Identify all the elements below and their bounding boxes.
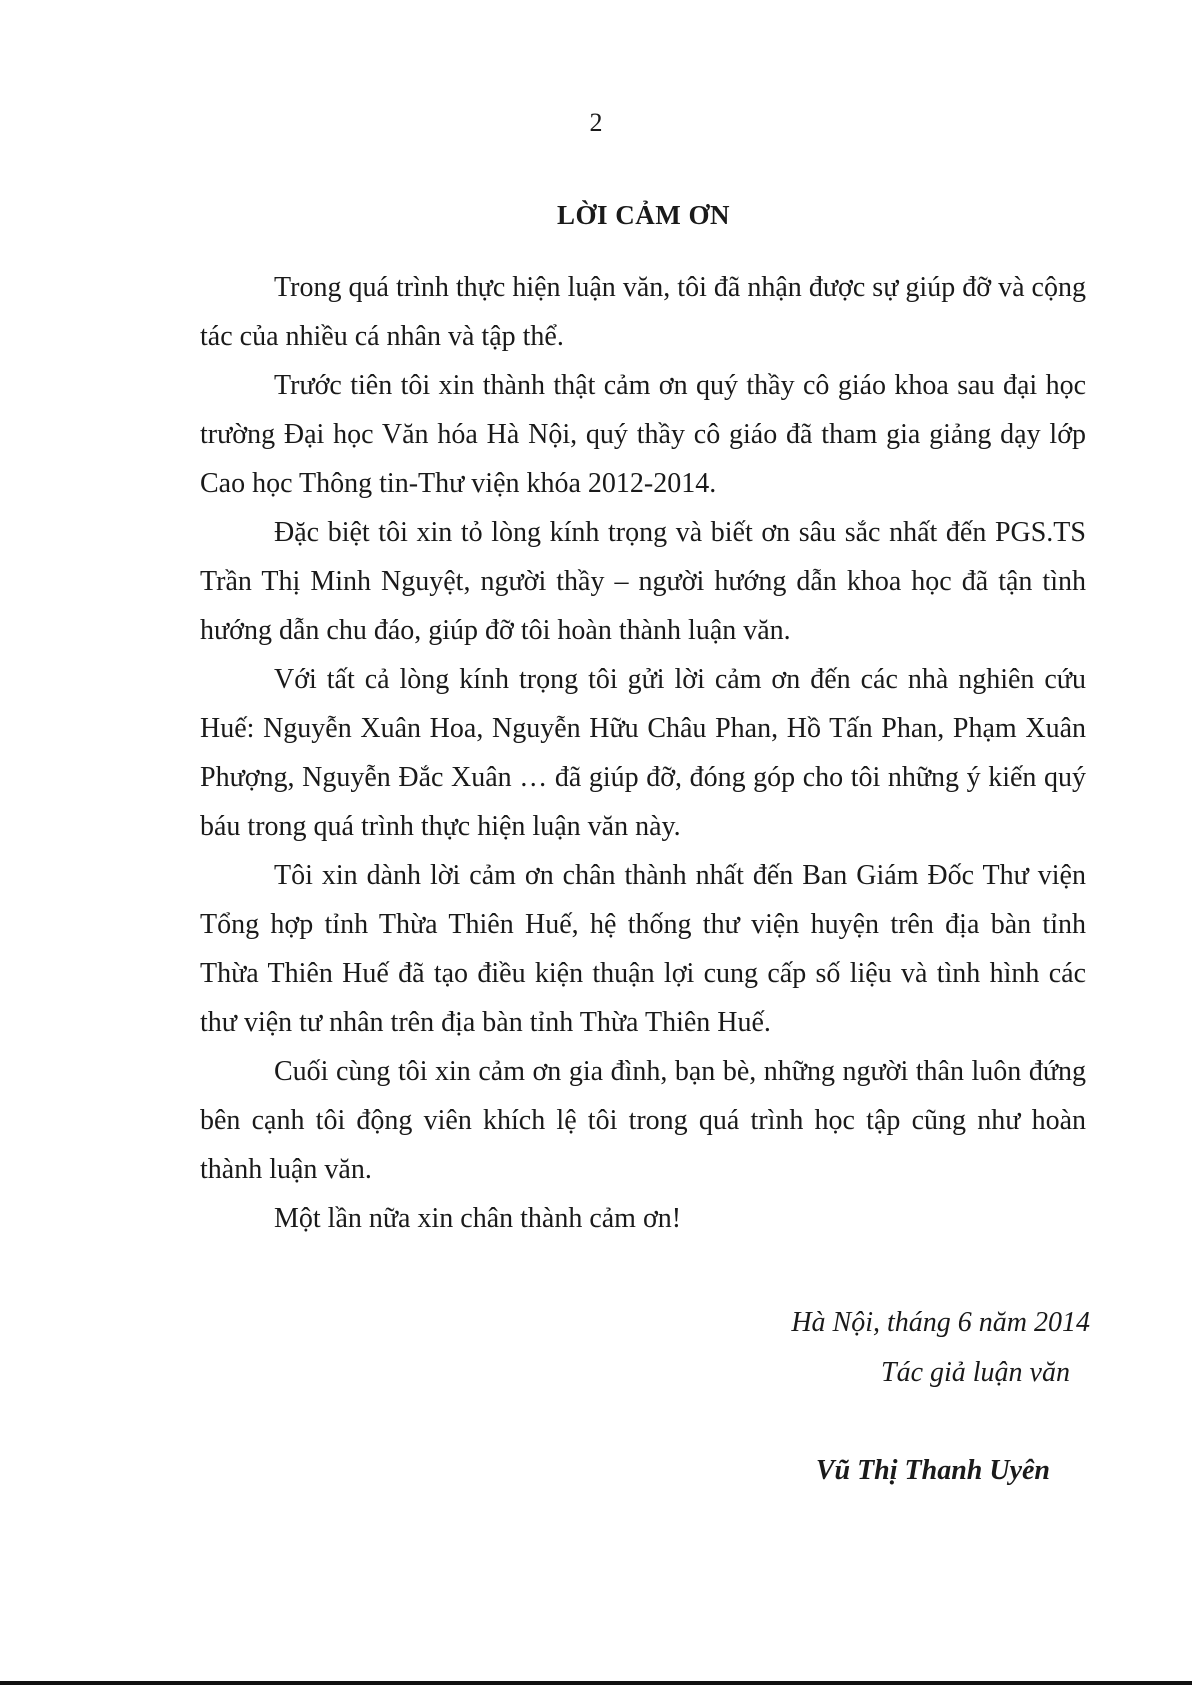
place-and-date: Hà Nội, tháng 6 năm 2014 (791, 1307, 1090, 1338)
acknowledgement-body (200, 263, 1086, 1243)
paragraph-3: Đặc biệt tôi xin tỏ lòng kính trọng và biết ơn sâu sắc nhất đến PGS.TS Trần Thị Minh Nguyệt, người thầy – người hướng dẫn khoa học đã tận tình hướng dẫn chu đáo, giúp đỡ tôi hoàn thành luận văn. (200, 517, 1086, 646)
paragraph-1: Trong quá trình thực hiện luận văn, tôi đã nhận được sự giúp đỡ và cộng tác của nhiều cá nhân và tập thể. (200, 272, 1086, 352)
paragraph-4: Với tất cả lòng kính trọng tôi gửi lời cảm ơn đến các nhà nghiên cứu Huế: Nguyễn Xuân Hoa, Nguyễn Hữu Châu Phan, Hồ Tấn Phan, Phạm Xuân Phượng, Nguyễn Đắc Xuân … đã giúp đỡ, đóng góp cho tôi những ý kiến quý báu trong quá trình thực hiện luận văn này. (200, 664, 1086, 842)
paragraph-2: Trước tiên tôi xin thành thật cảm ơn quý thầy cô giáo khoa sau đại học trường Đại học Văn hóa Hà Nội, quý thầy cô giáo đã tham gia giảng dạy lớp Cao học Thông tin-Thư viện khóa 2012-2014. (200, 370, 1086, 499)
page-title: LỜI CẢM ƠN (557, 200, 730, 230)
page-number: 2 (589, 108, 603, 137)
bottom-edge-rule (0, 1681, 1192, 1685)
paragraph-7: Một lần nữa xin chân thành cảm ơn! (274, 1203, 682, 1234)
paragraph-5: Tôi xin dành lời cảm ơn chân thành nhất đến Ban Giám Đốc Thư viện Tổng hợp tỉnh Thừa Thiên Huế, hệ thống thư viện huyện trên địa bàn tỉnh Thừa Thiên Huế đã tạo điều kiện thuận lợi cung cấp số liệu và tình hình các thư viện tư nhân trên địa bàn tỉnh Thừa Thiên Huế. (200, 860, 1086, 1038)
paragraph-6: Cuối cùng tôi xin cảm ơn gia đình, bạn bè, những người thân luôn đứng bên cạnh tôi động viên khích lệ tôi trong quá trình học tập cũng như hoàn thành luận văn. (200, 1056, 1086, 1185)
author-name: Vũ Thị Thanh Uyên (815, 1455, 1050, 1486)
author-role: Tác giả luận văn (881, 1357, 1070, 1388)
